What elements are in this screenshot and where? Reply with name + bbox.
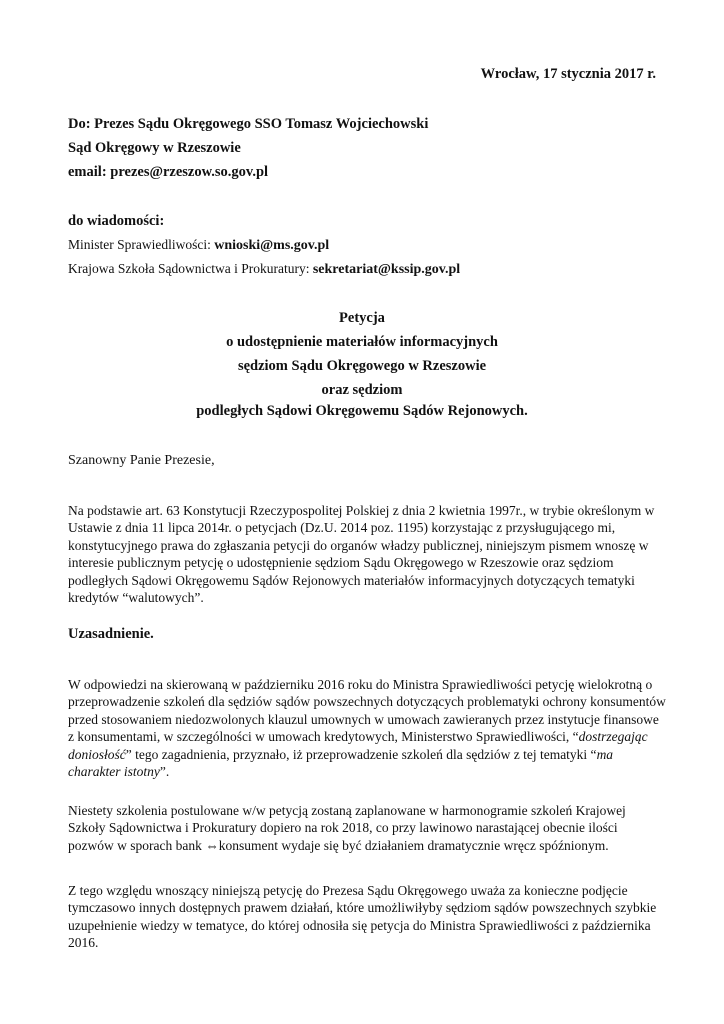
paragraph-line: 2016.	[68, 935, 99, 951]
cc-item-ministry	[68, 237, 329, 254]
paragraph-line: Na podstawie art. 63 Konstytucji Rzeczypospolitej Polskiej z dnia 2 kwietnia 1997r., w trybie określonym w	[68, 503, 655, 518]
paragraph-line: tymczasowo innych dostępnych prawem działań, które umożliwiłyby sędziom sądów powszechnych szybkie	[68, 900, 657, 916]
recipient-line: Do: Prezes Sądu Okręgowego SSO Tomasz Wojciechowski	[68, 116, 429, 132]
petition-title-line: oraz sędziom	[321, 382, 403, 398]
greeting: Szanowny Panie Prezesie,	[68, 453, 215, 468]
petition-title-line: o udostępnienie materiałów informacyjnych	[226, 334, 498, 350]
paragraph-line: Ustawie z dnia 11 lipca 2014r. o petycjach (Dz.U. 2014 poz. 1195) korzystając z przysługującego mi,	[68, 520, 616, 536]
paragraph-ministry-response	[68, 676, 666, 780]
date-line: Wrocław, 17 stycznia 2017 r.	[480, 66, 656, 82]
paragraph-line: Niestety szkolenia postulowane w/w petycją zostaną zaplanowane w harmonogramie szkoleń Krajowej	[68, 803, 626, 818]
cc-item-kssip	[68, 261, 460, 278]
paragraph-line: interesie publicznym petycję o udostępnienie sędziom Sądu Okręgowego w Rzeszowie oraz sędziom	[68, 555, 614, 571]
paragraph-line: przed stosowaniem niedozwolonych klauzul umownych w umowach zawieranych przez instytucje finansowe	[68, 711, 659, 727]
paragraph-line: pozwów w sporach bank ⇔konsument wydaje się być działaniem dramatycznie wręcz spóźnionym.	[68, 837, 609, 853]
justification-heading: Uzasadnienie.	[68, 626, 154, 642]
petition-title-line: sędziom Sądu Okręgowego w Rzeszowie	[237, 358, 487, 374]
paragraph-line	[68, 728, 660, 745]
paragraph-line: konstytucyjnego prawa do zgłaszania petycji do organów władzy publicznej, niniejszym pismem wnoszę w	[68, 537, 649, 553]
court-line: Sąd Okręgowy w Rzeszowie	[68, 140, 241, 156]
cc-item-email: wnioski@ms.gov.pl	[214, 238, 330, 253]
line-text: ”.	[159, 764, 170, 780]
cc-item-email: sekretariat@kssip.gov.pl	[312, 262, 461, 277]
paragraph-line	[68, 746, 660, 763]
paragraph-line	[68, 763, 660, 780]
line-text: ” tego zagadnienia, przyznało, iż przeprowadzenie szkoleń dla sędziów z tej tematyki “	[125, 746, 597, 762]
cc-item-label: Krajowa Szkoła Sądownictwa i Prokuratury:	[68, 261, 313, 276]
petition-title-line: podległych Sądowi Okręgowemu Sądów Rejonowych.	[196, 403, 528, 419]
line-text: z konsumentami, w szczególności w umowach kredytowych, Ministerstwo Sprawiedliwości, “	[68, 729, 579, 745]
cc-item-label: Minister Sprawiedliwości:	[68, 237, 215, 252]
email-line: email: prezes@rzeszow.so.gov.pl	[68, 164, 269, 180]
italic-quote: charakter istotny	[68, 764, 160, 780]
italic-quote: doniosłość	[68, 746, 126, 762]
paragraph-request	[68, 502, 660, 606]
italic-quote: ma	[596, 746, 614, 762]
paragraph-line: przeprowadzenie szkoleń dla sędziów sądów powszechnych dotyczących problematyki ochrony konsumentów	[68, 694, 666, 710]
petition-title-line: Petycja	[339, 310, 385, 326]
cc-title: do wiadomości:	[68, 213, 165, 229]
paragraph-line: uzupełnienie wiedzy w tematyce, do której odnosiła się petycja do Ministra Sprawiedliwości z października	[68, 917, 651, 933]
paragraph-line: Szkoły Sądownictwa i Prokuratury dopiero na rok 2018, co przy lawinowo narastającej obecnie ilości	[68, 820, 618, 836]
paragraph-line: podległych Sądowi Okręgowemu Sądów Rejonowych materiałów informacyjnych dotyczących tematyki	[68, 572, 635, 588]
paragraph-line: Z tego względu wnoszący niniejszą petycję do Prezesa Sądu Okręgowego uważa za konieczne podjęcie	[68, 883, 628, 898]
paragraph-training-delay	[68, 802, 660, 854]
italic-quote: dostrzegając	[578, 729, 648, 745]
paragraph-line: kredytów “walutowych”.	[68, 590, 204, 606]
paragraph-conclusion	[68, 882, 660, 952]
paragraph-line: W odpowiedzi na skierowaną w październiku 2016 roku do Ministra Sprawiedliwości petycję wielokrotną o	[68, 677, 653, 692]
